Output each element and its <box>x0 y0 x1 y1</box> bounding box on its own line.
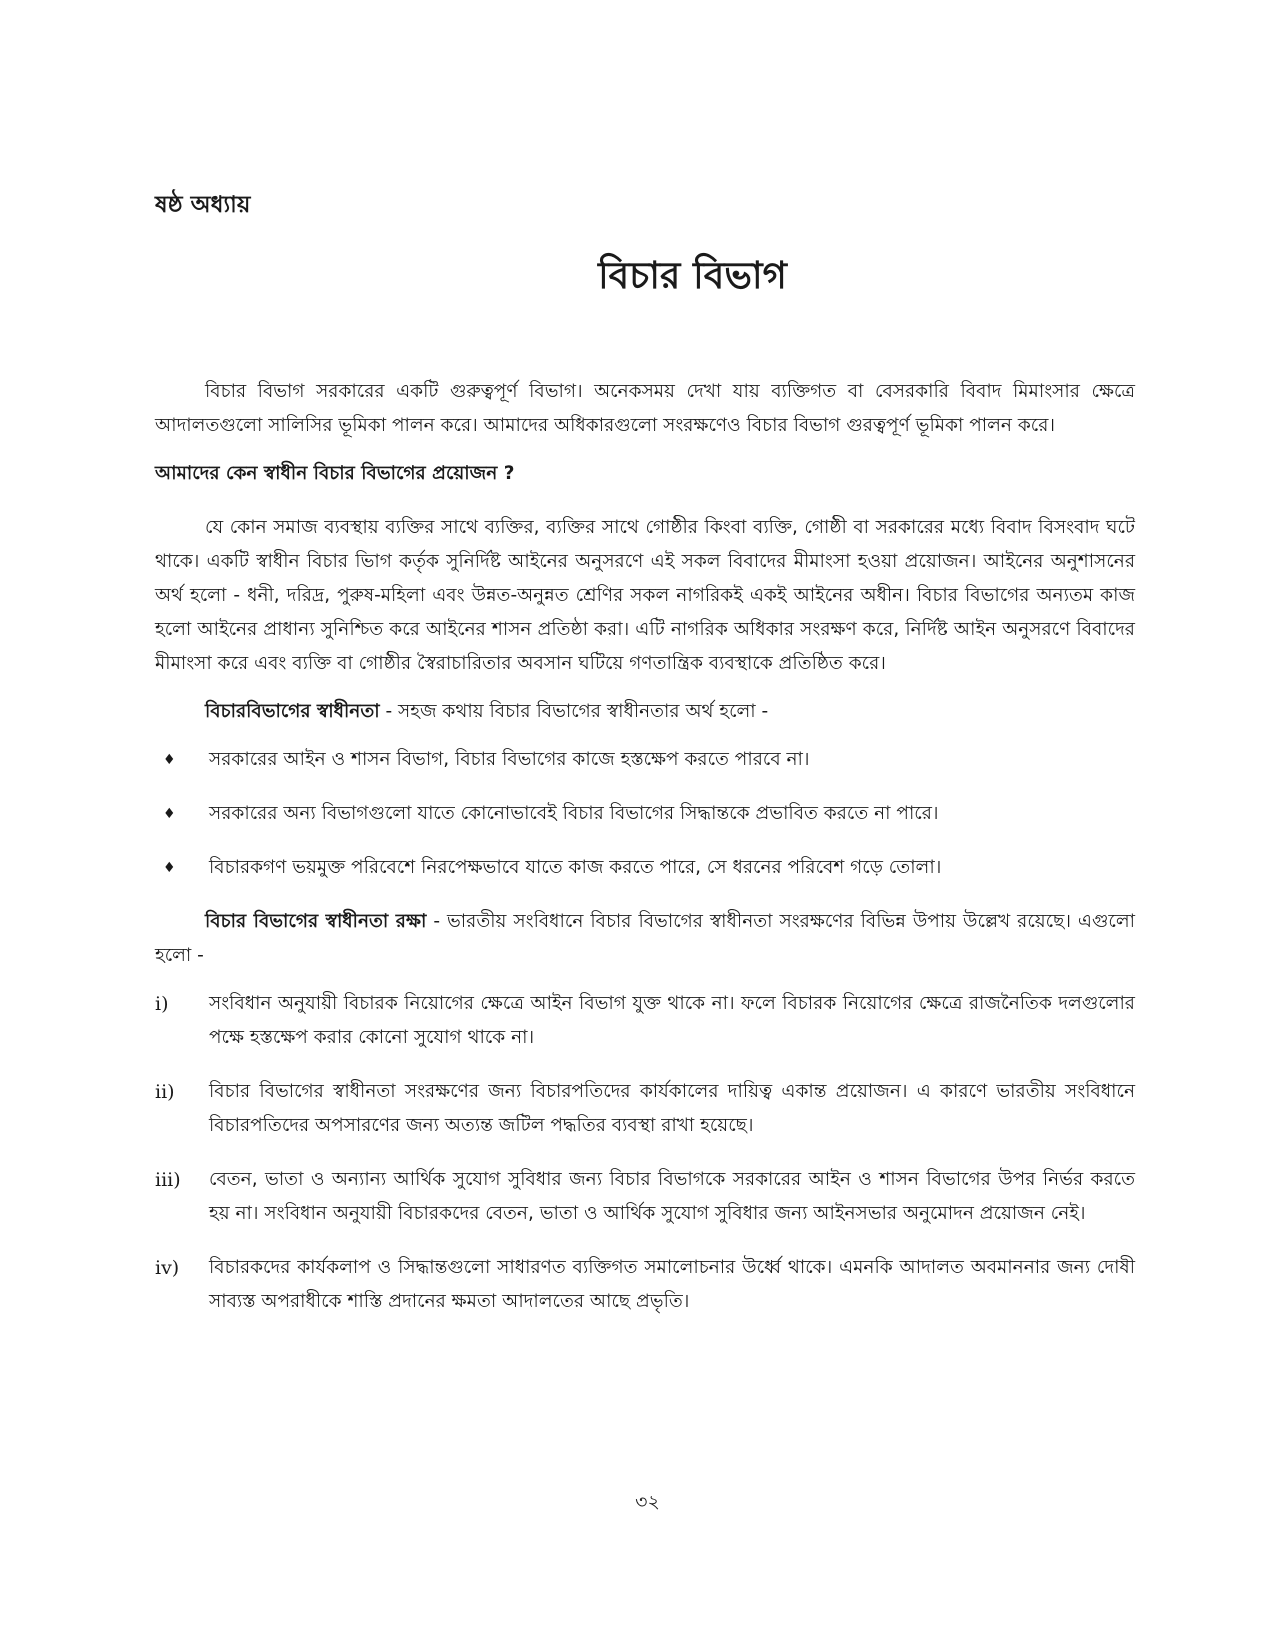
list-item <box>155 851 1135 885</box>
independence-label: বিচারবিভাগের স্বাধীনতা <box>205 701 380 722</box>
diamond-bullet-icon: ♦ <box>163 752 176 768</box>
list-item <box>155 1163 1135 1231</box>
list-item-text: বিচার বিভাগের স্বাধীনতা সংরক্ষণের জন্য বিচারপতিদের কার্যকালের দায়িত্ব একান্ত প্রয়োজন। এ কারণে ভারতীয় সংবিধানে বিচারপতিদের অপসারণের জন্য অত্যন্ত জটিল পদ্ধতির ব্যবস্থা রাখা হয়েছে। <box>209 1081 1135 1136</box>
list-item <box>155 1251 1135 1319</box>
list-marker: i) <box>155 993 169 1015</box>
list-item-text: বিচারকদের কার্যকলাপ ও সিদ্ধান্তগুলো সাধারণত ব্যক্তিগত সমালোচনার উর্ধ্বে থাকে। এমনকি আদালত অবমাননার জন্য দোষী সাব্যস্ত অপরাধীকে শাস্তি প্রদানের ক্ষমতা আদালতের আছে প্রভৃতি। <box>209 1257 1135 1312</box>
chapter-title: বিচার বিভাগ <box>598 254 787 297</box>
chapter-label: ষষ্ঠ অধ্যায় <box>155 192 251 218</box>
protection-paragraph <box>155 905 1135 973</box>
list-item-text: সংবিধান অনুযায়ী বিচারক নিয়োগের ক্ষেত্রে আইন বিভাগ যুক্ত থাকে না। ফলে বিচারক নিয়োগের ক্ষেত্রে রাজনৈতিক দলগুলোর পক্ষে হস্তক্ষেপ করার কোনো সুযোগ থাকে না। <box>209 993 1135 1048</box>
section-heading: আমাদের কেন স্বাধীন বিচার বিভাগের প্রয়োজন ? <box>155 463 515 484</box>
protection-text: - ভারতীয় সংবিধানে বিচার বিভাগের স্বাধীনতা সংরক্ষণের বিভিন্ন উপায় উল্লেখ রয়েছে। এগুলো হলো - <box>155 911 1135 966</box>
protection-label: বিচার বিভাগের স্বাধীনতা রক্ষা <box>205 911 427 932</box>
bullet-text: সরকারের আইন ও শাসন বিভাগ, বিচার বিভাগের কাজে হস্তক্ষেপ করতে পারবে না। <box>209 749 810 770</box>
section-paragraph: যে কোন সমাজ ব্যবস্থায় ব্যক্তির সাথে ব্যক্তির, ব্যক্তির সাথে গোষ্ঠীর কিংবা ব্যক্তি, গোষ্ঠী বা সরকারের মধ্যে বিবাদ বিসংবাদ ঘটে থাকে। একটি স্বাধীন বিচার ভিাগ কর্তৃক সুনির্দিষ্ট আইনের অনুসরণে এই সকল বিবাদের মীমাংসা হওয়া প্রয়োজন। আইনের অনুশাসনের অর্থ হলো - ধনী, দরিদ্র, পুরুষ-মহিলা এবং উন্নত-অনুন্নত শ্রেণির সকল নাগরিকই একই আইনের অধীন। বিচার বিভাগের অন্যতম কাজ হলো আইনের প্রাধান্য সুনিশ্চিত করে আইনের শাসন প্রতিষ্ঠা করা। এটি নাগরিক অধিকার সংরক্ষণ করে, নির্দিষ্ট আইন অনুসরণে বিবাদের মীমাংসা করে এবং ব্যক্তি বা গোষ্ঠীর স্বৈরাচারিতার অবসান ঘটিয়ে গণতান্ত্রিক ব্যবস্থাকে প্রতিষ্ঠিত করে। <box>155 517 1135 674</box>
list-marker: iv) <box>155 1257 180 1279</box>
bullet-text: সরকারের অন্য বিভাগগুলো যাতে কোনোভাবেই বিচার বিভাগের সিদ্ধান্তকে প্রভাবিত করতে না পারে। <box>209 803 939 824</box>
list-item <box>155 797 1135 831</box>
list-item <box>155 743 1135 777</box>
diamond-bullet-icon: ♦ <box>163 860 176 876</box>
document-body <box>155 375 1135 1339</box>
independence-paragraph <box>155 695 1135 729</box>
diamond-bullet-icon: ♦ <box>163 806 176 822</box>
independence-text: - সহজ কথায় বিচার বিভাগের স্বাধীনতার অর্থ হলো - <box>379 701 769 722</box>
list-marker: iii) <box>155 1169 181 1191</box>
intro-paragraph: বিচার বিভাগ সরকারের একটি গুরুত্বপূর্ণ বিভাগ। অনেকসময় দেখা যায় ব্যক্তিগত বা বেসরকারি বিবাদ মিমাংসার ক্ষেত্রে আদালতগুলো সালিসির ভূমিকা পালন করে। আমাদের অধিকারগুলো সংরক্ষণেও বিচার বিভাগ গুরত্বপূর্ণ ভূমিকা পালন করে। <box>155 381 1135 436</box>
list-item <box>155 1075 1135 1143</box>
list-item-text: বেতন, ভাতা ও অন্যান্য আর্থিক সুযোগ সুবিধার জন্য বিচার বিভাগকে সরকারের আইন ও শাসন বিভাগের উপর নির্ভর করতে হয় না। সংবিধান অনুযায়ী বিচারকদের বেতন, ভাতা ও আর্থিক সুযোগ সুবিধার জন্য আইনসভার অনুমোদন প্রয়োজন নেই। <box>209 1169 1135 1224</box>
page-number: ৩২ <box>635 1491 660 1513</box>
list-marker: ii) <box>155 1081 175 1103</box>
list-item <box>155 987 1135 1055</box>
bullet-text: বিচারকগণ ভয়মুক্ত পরিবেশে নিরপেক্ষভাবে যাতে কাজ করতে পারে, সে ধরনের পরিবেশ গড়ে তোলা। <box>209 857 942 878</box>
